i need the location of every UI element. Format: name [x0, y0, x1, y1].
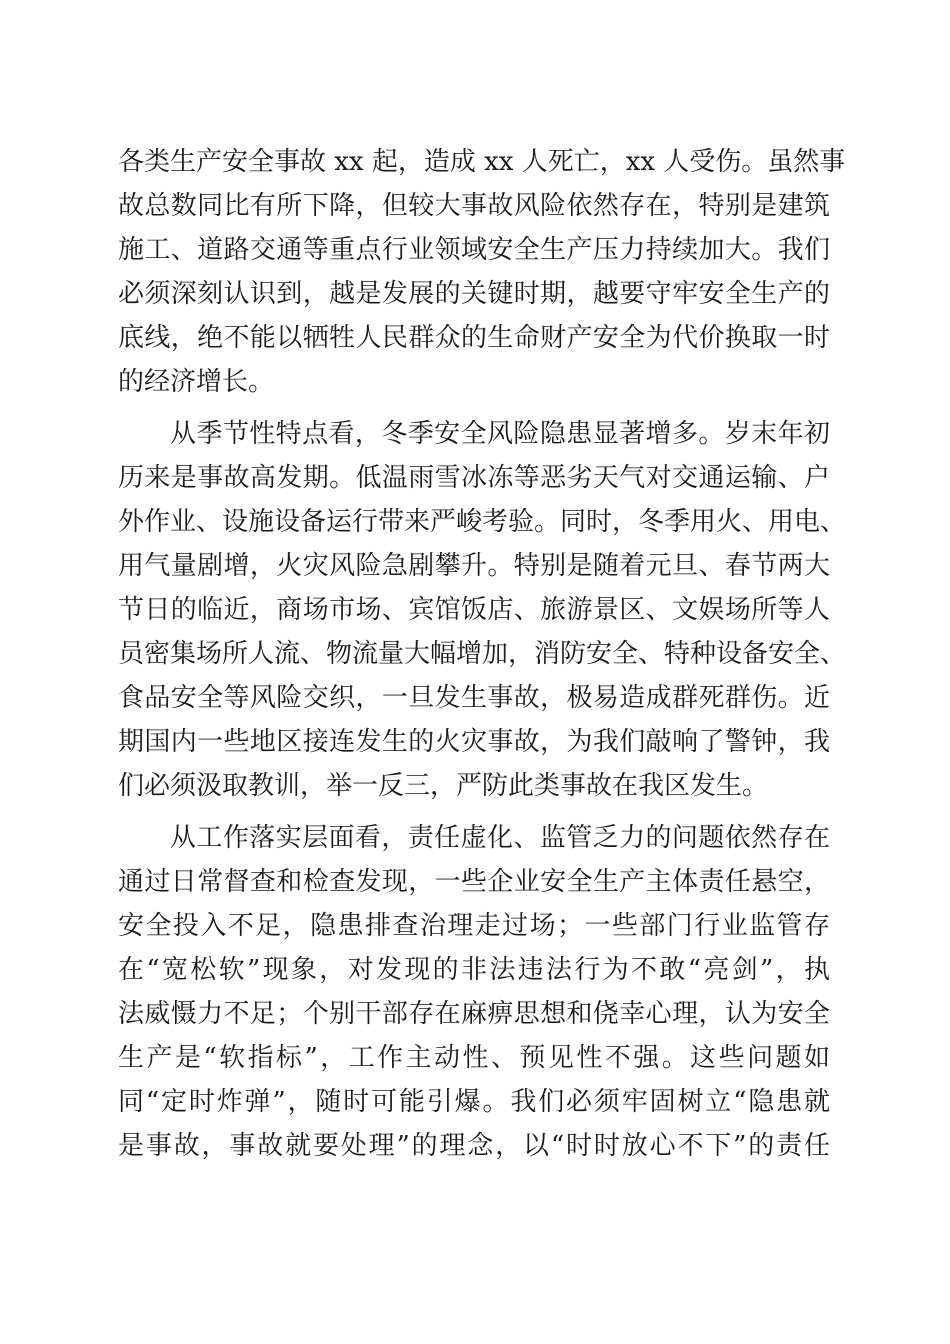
text-line: 期国内一些地区接连发生的火灾事故，为我们敲响了警钟，我 — [118, 727, 830, 757]
text-line: 从季节性特点看，冬季安全风险隐患显著增多。岁末年初 — [170, 419, 830, 449]
text-line: 在“宽松软”现象，对发现的非法违法行为不敢“亮剑”，执 — [118, 955, 830, 985]
text-line: 安全投入不足，隐患排查治理走过场；一些部门行业监管存 — [118, 911, 830, 941]
paragraph-2 — [118, 412, 847, 808]
text-line: 同“定时炸弹”，随时可能引爆。我们必须牢固树立“隐患就 — [118, 1087, 830, 1117]
text-line: 是事故，事故就要处理”的理念，以“时时放心不下”的责任 — [118, 1131, 830, 1161]
paragraph-1 — [118, 140, 846, 404]
text-line: 食品安全等风险交织，一旦发生事故，极易造成群死群伤。近 — [118, 683, 830, 713]
text-line: 施工、道路交通等重点行业领域安全生产压力持续加大。我们 — [118, 235, 830, 265]
body-text — [118, 140, 847, 1168]
text-line: 生产是“软指标”，工作主动性、预见性不强。这些问题如 — [118, 1043, 830, 1073]
text-line: 通过日常督查和检查发现，一些企业安全生产主体责任悬空， — [118, 867, 830, 897]
text-line: 法威慑力不足；个别干部存在麻痹思想和侥幸心理，认为安全 — [118, 999, 830, 1029]
text-line: 历来是事故高发期。低温雨雪冰冻等恶劣天气对交通运输、户 — [118, 463, 830, 493]
text-line: 节日的临近，商场市场、宾馆饭店、旅游景区、文娱场所等人 — [118, 595, 830, 625]
text-line: 员密集场所人流、物流量大幅增加，消防安全、特种设备安全、 — [118, 639, 847, 669]
text-line: 底线，绝不能以牺牲人民群众的生命财产安全为代价换取一时 — [118, 323, 830, 353]
text-line: 必须深刻认识到，越是发展的关键时期，越要守牢安全生产的 — [118, 279, 830, 309]
text-line: 的经济增长。 — [118, 367, 275, 397]
paragraph-3 — [118, 816, 830, 1168]
text-line: 们必须汲取教训，举一反三，严防此类事故在我区发生。 — [118, 771, 769, 801]
paragraph-gap — [118, 404, 830, 412]
paragraph-gap — [118, 808, 830, 816]
text-line: 用气量剧增，火灾风险急剧攀升。特别是随着元旦、春节两大 — [118, 551, 830, 581]
text-line: 外作业、设施设备运行带来严峻考验。同时，冬季用火、用电、 — [118, 507, 847, 537]
text-line: 从工作落实层面看，责任虚化、监管乏力的问题依然存在 — [170, 823, 830, 853]
text-line: 各类生产安全事故 xx 起，造成 xx 人死亡，xx 人受伤。虽然事 — [118, 147, 846, 177]
text-line: 故总数同比有所下降，但较大事故风险依然存在，特别是建筑 — [118, 191, 830, 221]
